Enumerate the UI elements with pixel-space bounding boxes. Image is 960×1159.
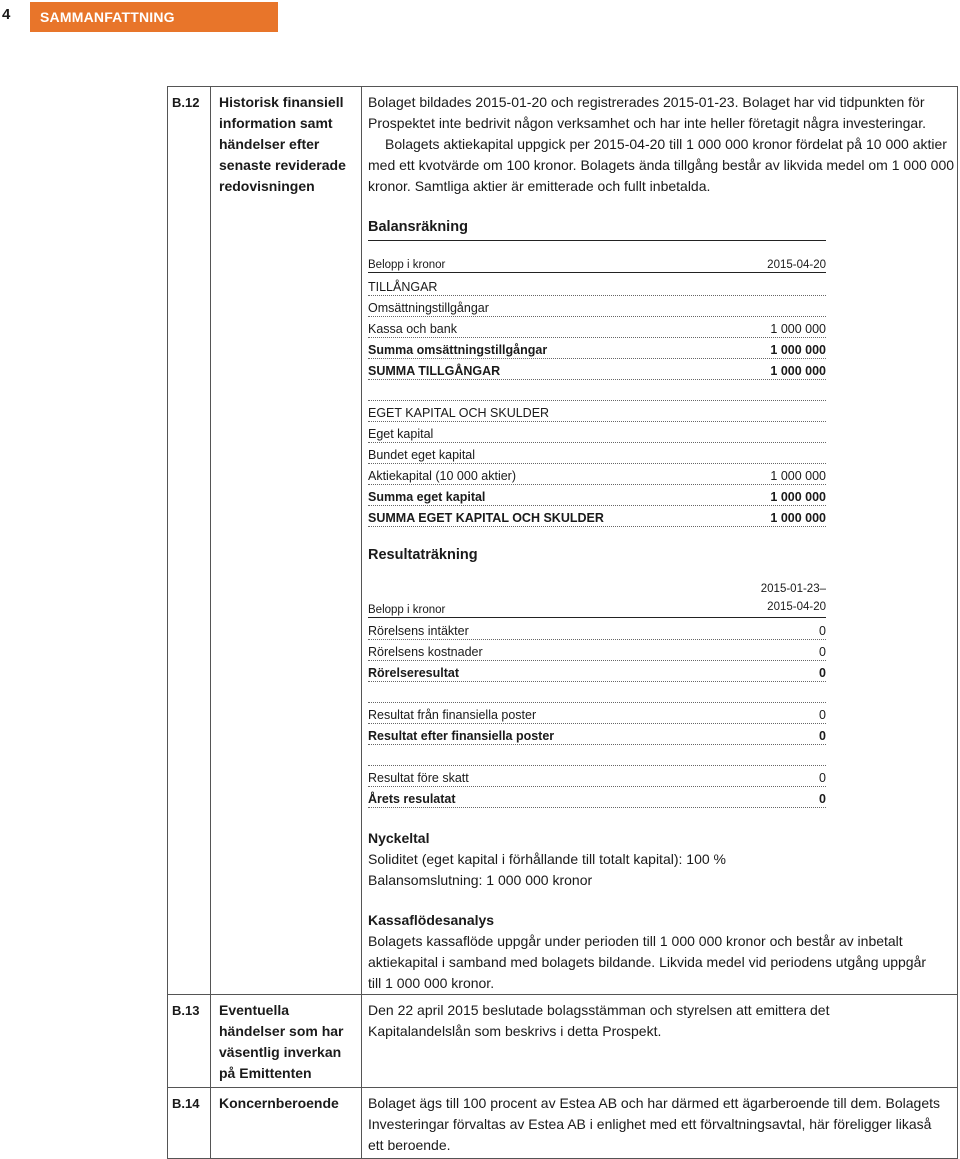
balance-header-row <box>368 252 826 273</box>
column-divider-heading <box>361 86 362 1159</box>
b12-heading: Historisk finansiell information samt händelser efter senaste reviderade redovisningen <box>219 94 346 194</box>
b14-code: B.14 <box>172 1096 200 1111</box>
income-row <box>368 724 826 745</box>
income-row-label: Resultat efter finansiella poster <box>368 729 555 743</box>
b12-paragraph-1: Bolaget bildades 2015-01-20 och registrerades 2015-01-23. Bolaget har vid tidpunkten för Prospektet inte bedrivit någon verksamhet och har inte heller företagit några investeringar. <box>368 94 926 131</box>
income-row-value: 0 <box>819 666 826 680</box>
balance-row <box>368 443 826 464</box>
b13-text: Den 22 april 2015 beslutade bolagsstämman och styrelsen att emittera det Kapitalandelslån som beskrivs i detta Prospekt. <box>368 1002 830 1039</box>
keyfigures-line-1: Soliditet (eget kapital i förhållande till totalt kapital): 100 % <box>368 851 726 867</box>
balance-title-rule <box>368 240 826 241</box>
balance-row <box>368 485 826 506</box>
balance-row-label: EGET KAPITAL OCH SKULDER <box>368 406 550 420</box>
row-divider-b14 <box>167 1087 958 1088</box>
income-row <box>368 745 826 766</box>
income-row-value: 0 <box>819 792 826 806</box>
balance-row-value: 1 000 000 <box>770 490 826 504</box>
balance-row-label: Omsättningstillgångar <box>368 301 489 315</box>
income-header-row <box>368 576 826 618</box>
income-row-value: 0 <box>819 771 826 785</box>
balance-row-label: Bundet eget kapital <box>368 448 476 462</box>
balance-row <box>368 338 826 359</box>
balance-row-label: SUMMA TILLGÅNGAR <box>368 364 501 378</box>
balance-row <box>368 422 826 443</box>
income-title: Resultaträkning <box>368 547 478 563</box>
income-row <box>368 661 826 682</box>
balance-row <box>368 317 826 338</box>
page-number: 4 <box>2 6 11 23</box>
income-row-value: 0 <box>819 624 826 638</box>
keyfigures-line-2: Balansomslutning: 1 000 000 kronor <box>368 872 593 888</box>
cashflow-title: Kassaflödesanalys <box>368 912 495 928</box>
cashflow-text: Bolagets kassaflöde uppgår under perioden till 1 000 000 kronor och består av inbetalt aktiekapital i samband med bolagets bildande. Likvida medel vid periodens utgång uppgår till 1 000 000 kronor. <box>368 933 927 991</box>
balance-row-value: 1 000 000 <box>770 469 826 483</box>
b12-paragraph-2: Bolagets aktiekapital uppgick per 2015-04-20 till 1 000 000 kronor fördelat på 10 000 aktier med ett kvotvärde om 100 kronor. Bolagets ända tillgång består av likvida medel om 1 000 000 kronor. Samtliga aktier är emitterade och fullt inbetalda. <box>368 136 955 194</box>
balance-col-label: Belopp i kronor <box>368 259 446 271</box>
income-col-period-line2: 2015-04-20 <box>767 601 826 613</box>
balance-row <box>368 464 826 485</box>
income-row <box>368 766 826 787</box>
income-row-label: Rörelseresultat <box>368 666 460 680</box>
b14-heading: Koncernberoende <box>219 1095 339 1111</box>
income-col-period <box>761 580 826 616</box>
balance-row-label: Summa eget kapital <box>368 490 486 504</box>
income-row <box>368 703 826 724</box>
income-col-period-line1: 2015-01-23– <box>760 583 826 595</box>
income-row <box>368 787 826 808</box>
balance-row <box>368 296 826 317</box>
income-row-label: Årets resulatat <box>368 792 456 806</box>
income-row-label: Resultat före skatt <box>368 771 469 785</box>
b12-code: B.12 <box>172 95 200 110</box>
balance-row-label: Summa omsättningstillgångar <box>368 343 548 357</box>
income-row <box>368 682 826 703</box>
balance-col-date: 2015-04-20 <box>767 259 826 271</box>
balance-row <box>368 506 826 527</box>
balance-row <box>368 380 826 401</box>
income-row-label: Rörelsens intäkter <box>368 624 469 638</box>
balance-row-label: Aktiekapital (10 000 aktier) <box>368 469 516 483</box>
section-banner: SAMMANFATTNING <box>30 2 278 32</box>
income-row-value: 0 <box>819 645 826 659</box>
balance-title: Balansräkning <box>368 219 468 235</box>
keyfigures-title: Nyckeltal <box>368 830 430 846</box>
b14-text: Bolaget ägs till 100 procent av Estea AB och har därmed ett ägarberoende till dem. Bolagets Investeringar förvaltas av Estea AB i enlighet med ett förvaltningsavtal, här föreligger likaså ett beroende. <box>368 1095 941 1153</box>
balance-row-label: Eget kapital <box>368 427 434 441</box>
b13-code: B.13 <box>172 1003 200 1018</box>
balance-row-label: Kassa och bank <box>368 322 457 336</box>
b13-heading: Eventuella händelser som har väsentlig inverkan på Emittenten <box>219 1002 344 1081</box>
balance-row <box>368 359 826 380</box>
balance-row <box>368 275 826 296</box>
balance-row-value: 1 000 000 <box>770 511 826 525</box>
balance-row <box>368 401 826 422</box>
income-row-value: 0 <box>819 729 826 743</box>
balance-row-value: 1 000 000 <box>770 322 826 336</box>
balance-row-label: SUMMA EGET KAPITAL OCH SKULDER <box>368 511 604 525</box>
row-divider-b13 <box>167 994 958 995</box>
column-divider-code <box>210 86 211 1159</box>
income-row <box>368 619 826 640</box>
balance-row-label: TILLÅNGAR <box>368 280 438 294</box>
balance-row-value: 1 000 000 <box>770 343 826 357</box>
balance-row-value: 1 000 000 <box>770 364 826 378</box>
income-row-value: 0 <box>819 708 826 722</box>
income-col-label: Belopp i kronor <box>368 604 446 616</box>
income-row <box>368 640 826 661</box>
income-row-label: Rörelsens kostnader <box>368 645 483 659</box>
income-row-label: Resultat från finansiella poster <box>368 708 537 722</box>
